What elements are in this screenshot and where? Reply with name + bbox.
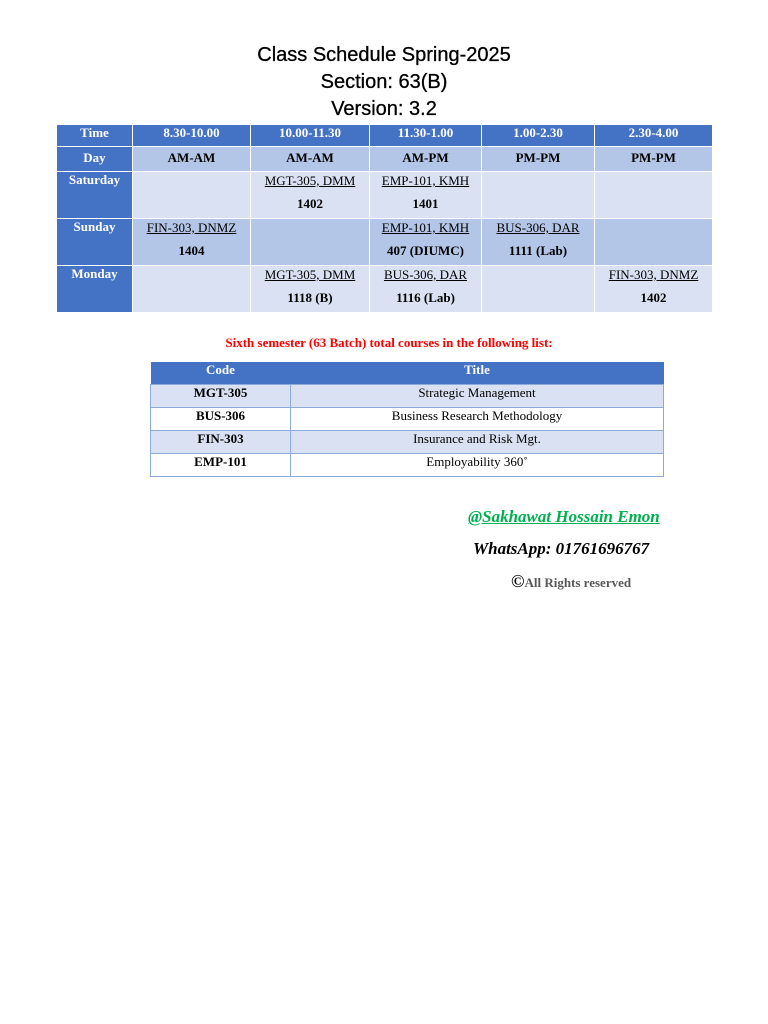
- slot-time: 1.00-2.30: [482, 125, 595, 147]
- period-header-row: [57, 147, 713, 172]
- schedule-cell: [482, 266, 595, 313]
- course-link[interactable]: BUS-306, DAR: [383, 267, 468, 282]
- table-row: [151, 431, 664, 454]
- slot-time: 10.00-11.30: [251, 125, 370, 147]
- room-number: 1401: [412, 196, 439, 211]
- room-number: 1402: [297, 196, 323, 211]
- day-label: Day: [57, 147, 133, 172]
- schedule-cell: [251, 172, 370, 219]
- course-title: Business Research Methodology: [291, 408, 664, 431]
- room-number: 1118 (B): [287, 290, 333, 305]
- title-line-schedule: Class Schedule Spring-2025: [257, 44, 511, 66]
- room-number: 1116 (Lab): [396, 290, 455, 305]
- schedule-cell: [595, 266, 713, 313]
- schedule-cell: [370, 266, 482, 313]
- schedule-table: [56, 124, 713, 313]
- schedule-cell: [133, 266, 251, 313]
- schedule-cell: [370, 172, 482, 219]
- schedule-cell: [595, 172, 713, 219]
- author-link[interactable]: @Sakhawat Hossain Emon: [468, 507, 660, 526]
- course-title: Employability 360˚: [291, 454, 664, 477]
- course-title: Insurance and Risk Mgt.: [291, 431, 664, 454]
- time-header-row: [57, 125, 713, 147]
- course-link[interactable]: BUS-306, DAR: [496, 220, 580, 235]
- schedule-cell: [482, 172, 595, 219]
- title-line-version: Version: 3.2: [331, 98, 437, 120]
- schedule-cell: [251, 219, 370, 266]
- schedule-cell: [251, 266, 370, 313]
- schedule-cell: [133, 219, 251, 266]
- rights-text: All Rights reserved: [524, 575, 632, 590]
- table-row: [151, 454, 664, 477]
- time-label: Time: [57, 125, 133, 147]
- whatsapp-contact: WhatsApp: 01761696767: [473, 539, 650, 558]
- schedule-cell: [482, 219, 595, 266]
- course-link[interactable]: MGT-305, DMM: [264, 267, 356, 282]
- slot-time: 11.30-1.00: [370, 125, 482, 147]
- course-title: Strategic Management: [291, 385, 664, 408]
- document-title: [0, 42, 768, 123]
- day-name: Monday: [57, 266, 133, 313]
- course-list-note: Sixth semester (63 Batch) total courses in the following list:: [225, 335, 553, 350]
- course-code: MGT-305: [151, 385, 291, 408]
- slot-period: PM-PM: [595, 147, 713, 172]
- schedule-row-saturday: [57, 172, 713, 219]
- slot-time: 8.30-10.00: [133, 125, 251, 147]
- course-code: FIN-303: [151, 431, 291, 454]
- room-number: 1111 (Lab): [508, 243, 568, 258]
- course-link[interactable]: EMP-101, KMH: [381, 173, 470, 188]
- course-link[interactable]: FIN-303, DNMZ: [608, 267, 699, 282]
- schedule-row-sunday: [57, 219, 713, 266]
- schedule-cell: [370, 219, 482, 266]
- course-list-table: [150, 362, 664, 477]
- copyright-icon: ©: [511, 571, 525, 591]
- day-name: Saturday: [57, 172, 133, 219]
- schedule-row-monday: [57, 266, 713, 313]
- slot-period: AM-AM: [251, 147, 370, 172]
- course-link[interactable]: FIN-303, DNMZ: [146, 220, 237, 235]
- slot-period: PM-PM: [482, 147, 595, 172]
- course-link[interactable]: EMP-101, KMH: [381, 220, 470, 235]
- room-number: 407 (DIUMC): [387, 243, 464, 258]
- course-code: BUS-306: [151, 408, 291, 431]
- title-header: Title: [291, 362, 664, 385]
- slot-period: AM-AM: [133, 147, 251, 172]
- day-name: Sunday: [57, 219, 133, 266]
- table-row: [151, 385, 664, 408]
- schedule-cell: [595, 219, 713, 266]
- slot-period: AM-PM: [370, 147, 482, 172]
- room-number: 1402: [640, 290, 667, 305]
- room-number: 1404: [178, 243, 205, 258]
- course-code: EMP-101: [151, 454, 291, 477]
- title-line-section: Section: 63(B): [320, 71, 448, 93]
- slot-time: 2.30-4.00: [595, 125, 713, 147]
- course-list-header: [151, 362, 664, 385]
- table-row: [151, 408, 664, 431]
- course-link[interactable]: MGT-305, DMM: [264, 173, 356, 188]
- copyright-notice: [511, 571, 631, 592]
- code-header: Code: [151, 362, 291, 385]
- schedule-cell: [133, 172, 251, 219]
